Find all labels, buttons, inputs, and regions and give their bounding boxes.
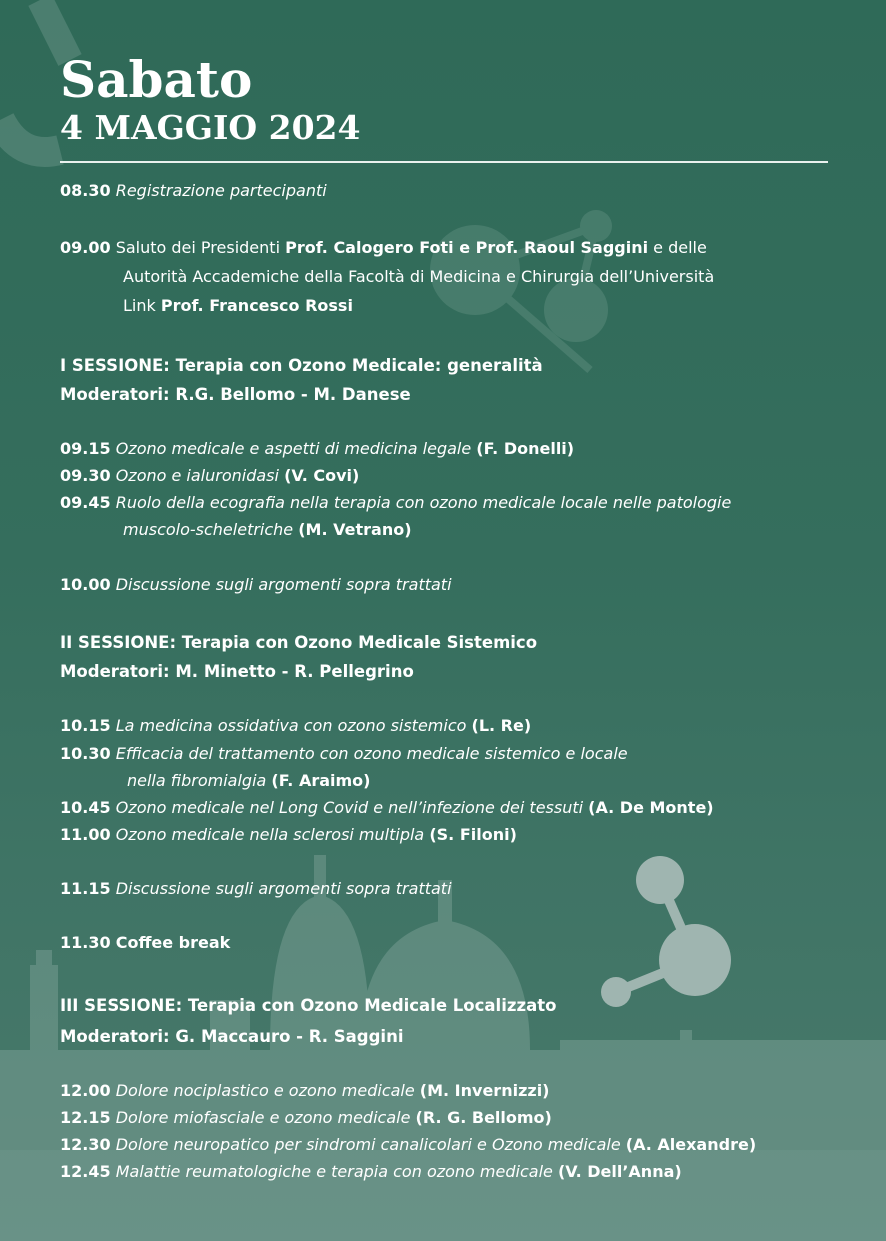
- agenda-item-continuation: nella fibromialgia (F. Araimo): [127, 771, 371, 790]
- agenda-item-continuation: muscolo-scheletriche (M. Vetrano): [123, 520, 412, 539]
- agenda-item: 09.30 Ozono e ialuronidasi (V. Covi): [60, 466, 360, 485]
- session-2-moderators: Moderatori: M. Minetto - R. Pellegrino: [60, 662, 414, 681]
- molecule-icon: [601, 856, 731, 1007]
- date-heading: 4 MAGGIO 2024: [60, 108, 361, 147]
- agenda-item: 09.15 Ozono medicale e aspetti di medicina legale (F. Donelli): [60, 439, 575, 458]
- agenda-item: 09.45 Ruolo della ecografia nella terapia con ozono medicale locale nelle patologie: [60, 493, 732, 512]
- agenda-item-registration: 08.30 Registrazione partecipanti: [60, 181, 327, 200]
- agenda-item: 12.30 Dolore neuropatico per sindromi canalicolari e Ozono medicale (A. Alexandre): [60, 1135, 757, 1154]
- agenda-item: 10.45 Ozono medicale nel Long Covid e nell’infezione dei tessuti (A. De Monte): [60, 798, 714, 817]
- day-heading: Sabato: [60, 50, 253, 109]
- agenda-item: 11.00 Ozono medicale nella sclerosi multipla (S. Filoni): [60, 825, 517, 844]
- session-3-title: III SESSIONE: Terapia con Ozono Medicale Localizzato: [60, 996, 557, 1015]
- agenda-item: 10.30 Efficacia del trattamento con ozono medicale sistemico e locale: [60, 744, 628, 763]
- agenda-item-welcome-line3: Link Prof. Francesco Rossi: [123, 296, 353, 315]
- session-3-moderators: Moderatori: G. Maccauro - R. Saggini: [60, 1027, 404, 1046]
- session-2-title: II SESSIONE: Terapia con Ozono Medicale Sistemico: [60, 633, 538, 652]
- agenda-item: 12.45 Malattie reumatologiche e terapia con ozono medicale (V. Dell’Anna): [60, 1162, 682, 1181]
- agenda-item-welcome-line2: Autorità Accademiche della Facoltà di Medicina e Chirurgia dell’Università: [123, 267, 715, 286]
- agenda-item: 10.15 La medicina ossidativa con ozono sistemico (L. Re): [60, 716, 532, 735]
- title-divider: [60, 161, 828, 163]
- molecule-faint-mid-icon: [430, 210, 612, 370]
- agenda-item: 12.15 Dolore miofasciale e ozono medicale (R. G. Bellomo): [60, 1108, 552, 1127]
- agenda-item: 12.00 Dolore nociplastico e ozono medicale (M. Invernizzi): [60, 1081, 550, 1100]
- session-1-moderators: Moderatori: R.G. Bellomo - M. Danese: [60, 385, 411, 404]
- session-1-title: I SESSIONE: Terapia con Ozono Medicale: generalità: [60, 356, 543, 375]
- page-title: [60, 52, 360, 148]
- agenda-item-coffee-break: 11.30 Coffee break: [60, 933, 231, 952]
- agenda-item-discussion: 10.00 Discussione sugli argomenti sopra trattati: [60, 575, 452, 594]
- agenda-item-welcome: 09.00 Saluto dei Presidenti Prof. Calogero Foti e Prof. Raoul Saggini e delle: [60, 238, 707, 257]
- agenda-item-discussion: 11.15 Discussione sugli argomenti sopra trattati: [60, 879, 452, 898]
